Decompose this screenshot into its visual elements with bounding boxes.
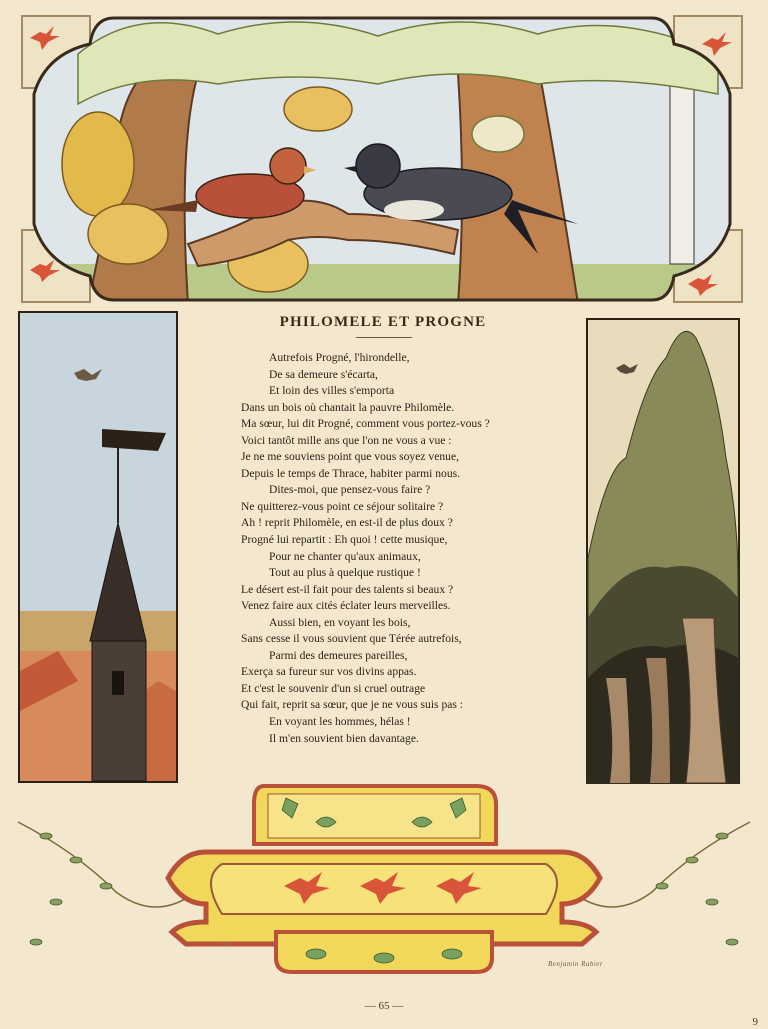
- poem-line: Aussi bien, en voyant les bois,: [269, 615, 411, 629]
- right-illustration-forest: [586, 318, 740, 784]
- poem-line: Dans un bois où chantait la pauvre Philomèle.: [241, 400, 455, 414]
- page-number: — 65 —: [364, 1000, 404, 1012]
- poem-line: Parmi des demeures pareilles,: [269, 648, 408, 662]
- poem-line: Ma sœur, lui dit Progné, comment vous portez-vous ?: [241, 417, 490, 431]
- poem-line: En voyant les hommes, hélas !: [269, 715, 411, 729]
- poem-line: Qui fait, reprit sa sœur, que je ne vous suis pas :: [241, 698, 464, 712]
- top-frieze-illustration: [18, 14, 746, 304]
- poem-line: Venez faire aux cités éclater leurs merveilles.: [241, 599, 451, 613]
- poem-line: Sans cesse il vous souvient que Térée autrefois,: [241, 632, 462, 646]
- poem-line: Et c'est le souvenir d'un si cruel outrage: [241, 681, 426, 695]
- poem-title: PHILOMELE ET PROGNE: [279, 314, 487, 330]
- poem-line: Tout au plus à quelque rustique !: [269, 566, 421, 580]
- poem-line: Autrefois Progné, l'hirondelle,: [269, 351, 410, 364]
- poem-line: Dites-moi, que pensez-vous faire ?: [269, 483, 431, 497]
- poem-line: Ah ! reprit Philomèle, en est-il de plus doux ?: [241, 516, 453, 530]
- left-illustration-steeple: [18, 311, 178, 783]
- title-divider: [356, 337, 412, 338]
- sheet-number: 9: [752, 1016, 758, 1028]
- bottom-ornament: [16, 782, 752, 980]
- poem-line: Et loin des villes s'emporta: [269, 384, 395, 398]
- poem-line: Exerça sa fureur sur vos divins appas.: [241, 665, 417, 679]
- poem-line: Le désert est-il fait pour des talents si beaux ?: [241, 582, 454, 596]
- poem-line: De sa demeure s'écarta,: [269, 367, 378, 381]
- engraver-mark: Lith.: [222, 942, 234, 948]
- poem-line: Progné lui repartit : Eh quoi ! cette musique,: [241, 533, 448, 547]
- poem-line: Ne quitterez-vous point ce séjour solitaire ?: [241, 499, 444, 513]
- poem-text: [241, 350, 571, 747]
- poem-line: Depuis le temps de Thrace, habiter parmi nous.: [241, 466, 461, 480]
- poem-line: Je ne me souviens point que vous soyez venue,: [241, 450, 459, 464]
- artist-signature: Benjamin Rabier: [548, 960, 604, 968]
- poem-line: Pour ne chanter qu'aux animaux,: [269, 549, 421, 563]
- poem-line: Voici tantôt mille ans que l'on ne vous a vue :: [241, 433, 452, 447]
- poem-line: Il m'en souvient bien davantage.: [269, 731, 419, 745]
